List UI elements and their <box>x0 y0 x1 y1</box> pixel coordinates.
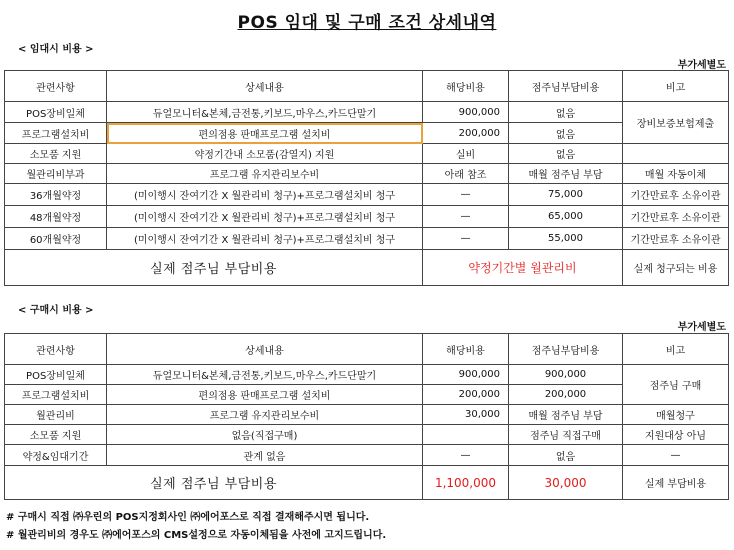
header-cell: 상세내용 <box>107 334 423 365</box>
cell-owner-cost: 매월 점주님 부담 <box>509 164 623 184</box>
cell-owner-cost: 없음 <box>509 445 623 466</box>
summary-note: 실제 부담비용 <box>623 466 729 500</box>
cell-item: 월관리비부과 <box>5 164 107 184</box>
cell-detail: 프로그램 유지관리보수비 <box>107 164 423 184</box>
cell-cost: — <box>423 184 509 206</box>
cell-note: 매월청구 <box>623 405 729 425</box>
cell-detail: 듀얼모니터&본체,금전통,키보드,마우스,카드단말기 <box>107 102 423 123</box>
cell-cost: — <box>423 228 509 250</box>
summary-total: 1,100,000 <box>423 466 509 500</box>
table-header-row <box>5 334 729 365</box>
cell-owner-cost: 점주님 직접구매 <box>509 425 623 445</box>
purchase-cost-table <box>4 333 729 500</box>
cell-cost: 아래 참조 <box>423 164 509 184</box>
cell-merged-note: 점주님 구매 <box>623 365 729 405</box>
footnote-payment: # 구매시 직접 ㈜우린의 POS지정회사인 ㈜에어포스로 직접 결재해주시면 됩니다. <box>6 512 370 523</box>
cell-cost: 900,000 <box>423 365 509 385</box>
cell-detail: 약정기간내 소모품(감열지) 지원 <box>107 144 423 164</box>
cell-detail: (미이행시 잔여기간 X 월관리비 청구)+프로그램설치비 청구 <box>107 228 423 250</box>
rental-vat-note: 부가세별도 <box>677 60 726 71</box>
cell-cost: 200,000 <box>423 123 509 144</box>
cell-item: 프로그램설치비 <box>5 123 107 144</box>
cell-owner-cost: 200,000 <box>509 385 623 405</box>
table-header-row <box>5 71 729 102</box>
cell-detail: (미이행시 잔여기간 X 월관리비 청구)+프로그램설치비 청구 <box>107 184 423 206</box>
footnote-cms: # 월관리비의 경우도 ㈜에어포스의 CMS설정으로 자동이체됨을 사전에 고지드립니다. <box>6 530 387 541</box>
cell-note: 지원대상 아님 <box>623 425 729 445</box>
cell-note: 매월 자동이체 <box>623 164 729 184</box>
summary-row <box>5 466 729 500</box>
cell-note <box>623 144 729 164</box>
cell-item: 소모품 지원 <box>5 425 107 445</box>
cell-cost: 실비 <box>423 144 509 164</box>
cell-item: 소모품 지원 <box>5 144 107 164</box>
cell-cost: — <box>423 206 509 228</box>
header-cell: 관련사항 <box>5 71 107 102</box>
cell-owner-cost: 65,000 <box>509 206 623 228</box>
summary-value: 약정기간별 월관리비 <box>423 250 623 286</box>
summary-note: 실제 청구되는 비용 <box>623 250 729 286</box>
cell-owner-cost: 없음 <box>509 123 623 144</box>
header-cell: 비고 <box>623 71 729 102</box>
cell-merged-note: 장비보증보험제출 <box>623 102 729 144</box>
table-row <box>5 365 729 385</box>
cell-item: 프로그램설치비 <box>5 385 107 405</box>
cell-item: POS장비일체 <box>5 102 107 123</box>
cell-note: 기간만료후 소유이관 <box>623 206 729 228</box>
header-cell: 점주님부담비용 <box>509 334 623 365</box>
cell-detail: 편의점용 판매프로그램 설치비 <box>107 385 423 405</box>
summary-monthly: 30,000 <box>509 466 623 500</box>
table-row <box>5 385 729 405</box>
table-row <box>5 206 729 228</box>
table-row <box>5 405 729 425</box>
purchase-vat-note: 부가세별도 <box>677 322 726 333</box>
summary-row <box>5 250 729 286</box>
cell-note: 기간만료후 소유이관 <box>623 184 729 206</box>
table-row <box>5 123 729 144</box>
cell-detail: 프로그램 유지관리보수비 <box>107 405 423 425</box>
header-cell: 상세내용 <box>107 71 423 102</box>
cell-item: 60개월약정 <box>5 228 107 250</box>
cell-item: 월관리비 <box>5 405 107 425</box>
cell-detail: 듀얼모니터&본체,금전통,키보드,마우스,카드단말기 <box>107 365 423 385</box>
cell-note: 기간만료후 소유이관 <box>623 228 729 250</box>
cell-item: 48개월약정 <box>5 206 107 228</box>
summary-label: 실제 점주님 부담비용 <box>5 466 423 500</box>
table-row <box>5 164 729 184</box>
table-row <box>5 102 729 123</box>
cell-item: 36개월약정 <box>5 184 107 206</box>
cell-owner-cost: 없음 <box>509 144 623 164</box>
header-cell: 해당비용 <box>423 71 509 102</box>
rental-cost-table <box>4 70 729 286</box>
rental-section-label: < 임대시 비용 > <box>18 44 94 55</box>
cell-item: 약정&임대기간 <box>5 445 107 466</box>
cell-cost: 200,000 <box>423 385 509 405</box>
cell-cost: 900,000 <box>423 102 509 123</box>
table-row <box>5 445 729 466</box>
cell-owner-cost: 없음 <box>509 102 623 123</box>
table-row <box>5 425 729 445</box>
header-cell: 비고 <box>623 334 729 365</box>
cell-note: — <box>623 445 729 466</box>
purchase-section-label: < 구매시 비용 > <box>18 305 94 316</box>
table-row <box>5 144 729 164</box>
cell-cost <box>423 425 509 445</box>
header-cell: 점주님부담비용 <box>509 71 623 102</box>
cell-detail: 없음(직접구매) <box>107 425 423 445</box>
cell-cost: 30,000 <box>423 405 509 425</box>
cell-owner-cost: 900,000 <box>509 365 623 385</box>
table-row <box>5 184 729 206</box>
cell-owner-cost: 매월 점주님 부담 <box>509 405 623 425</box>
cell-detail: 편의점용 판매프로그램 설치비 <box>107 123 423 144</box>
header-cell: 해당비용 <box>423 334 509 365</box>
page-title: POS 임대 및 구매 조건 상세내역 <box>237 13 497 33</box>
cell-owner-cost: 55,000 <box>509 228 623 250</box>
cell-cost: — <box>423 445 509 466</box>
cell-owner-cost: 75,000 <box>509 184 623 206</box>
summary-label: 실제 점주님 부담비용 <box>5 250 423 286</box>
cell-item: POS장비일체 <box>5 365 107 385</box>
table-row <box>5 228 729 250</box>
header-cell: 관련사항 <box>5 334 107 365</box>
cell-detail: (미이행시 잔여기간 X 월관리비 청구)+프로그램설치비 청구 <box>107 206 423 228</box>
cell-detail: 관계 없음 <box>107 445 423 466</box>
